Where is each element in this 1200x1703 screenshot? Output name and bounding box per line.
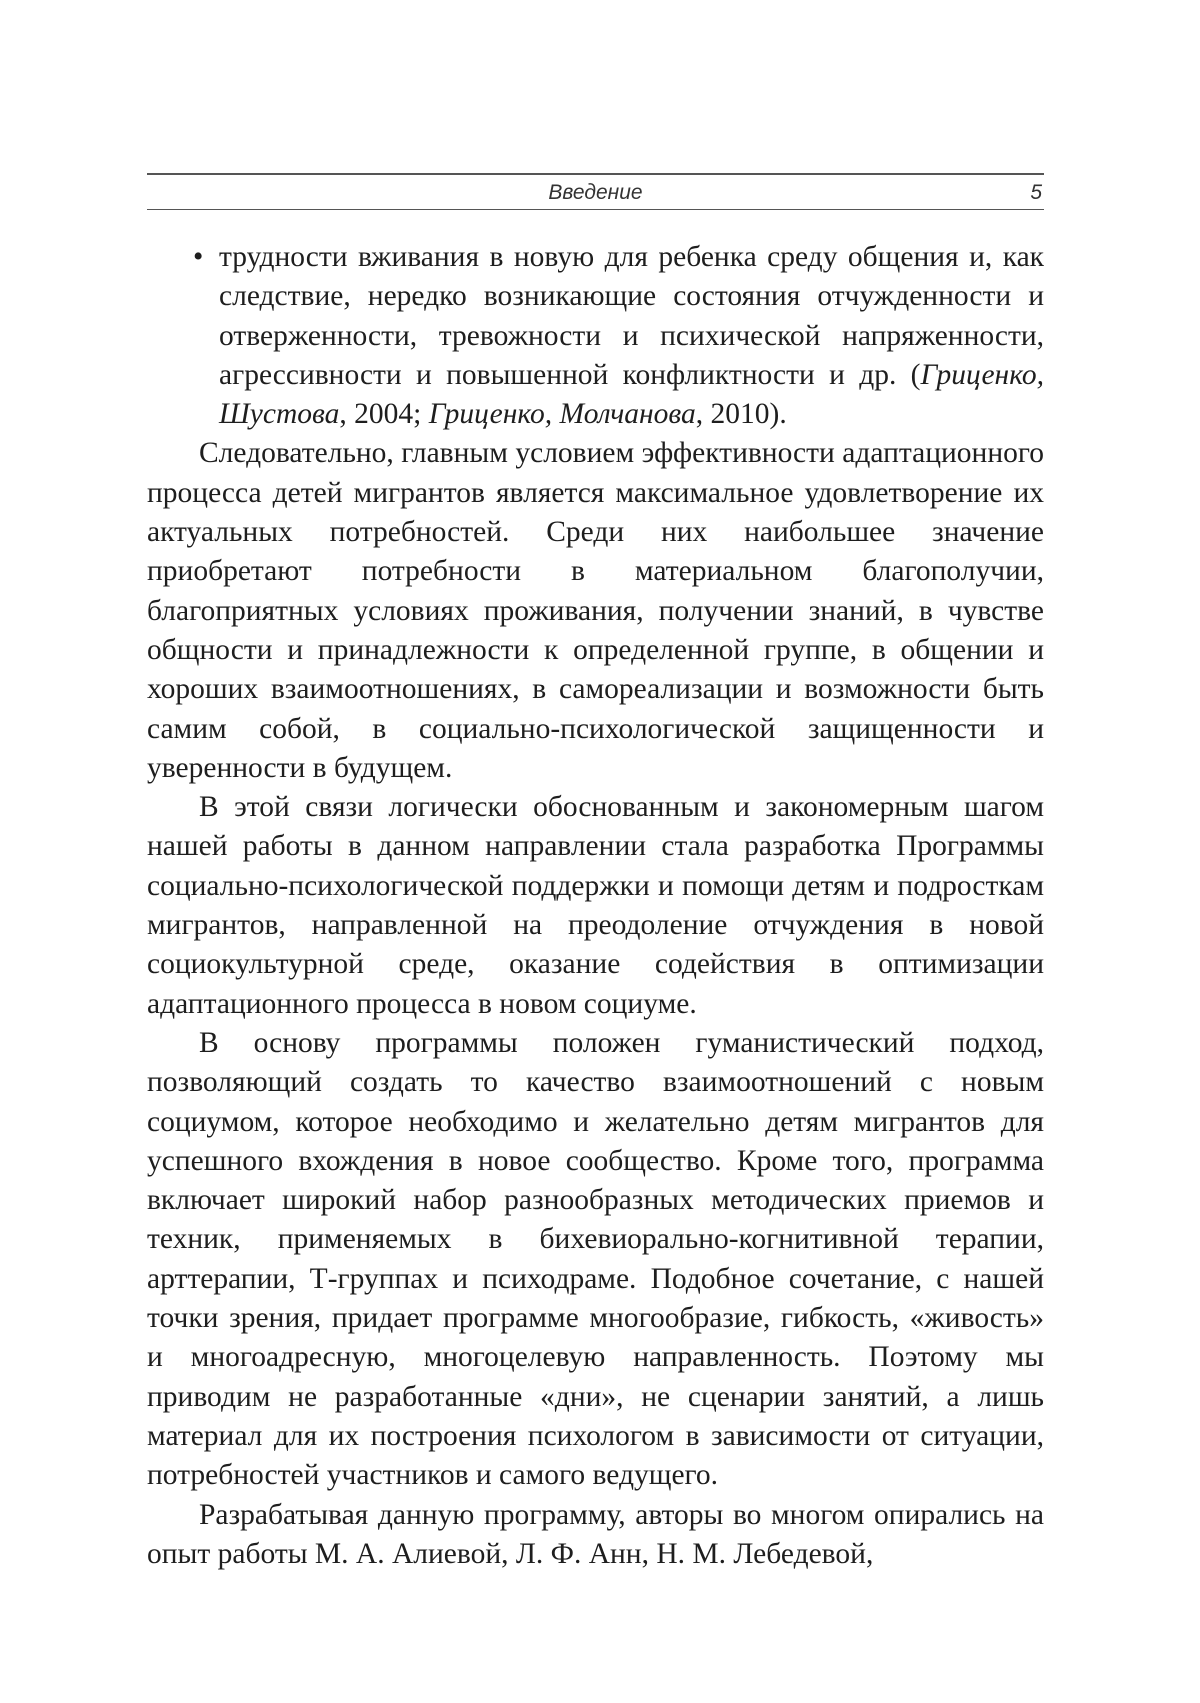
bullet-text-start: трудности вживания в новую для ребенка среду общения и, как следствие, нередко возникающие состояния отчужденности и отверженности, тревожности и психической напряженности, агрессивности и повышенной конфликтности и др. ( (219, 241, 1044, 391)
paragraph-program: В этой связи логически обоснованным и закономерным шагом нашей работы в данном направлении стала разработка Программы социально-психологической поддержки и помощи детям и подросткам мигрантов, направленной на преодоление отчуждения в новой социокультурной среде, оказание содействия в оптимизации адаптационного процесса в новом социуме. (147, 791, 1044, 1020)
bullet-text (219, 238, 1044, 434)
citation-author-2: Гриценко, Молчанова (428, 398, 696, 431)
page-number: 5 (1030, 181, 1042, 204)
bullet-text-end: , 2010). (695, 398, 787, 431)
book-page (147, 0, 1044, 1703)
running-title: Введение (548, 181, 643, 204)
paragraph-needs: Следовательно, главным условием эффективности адаптационного процесса детей мигрантов является максимальное удовлетворение их актуальных потребностей. Среди них наибольшее значение приобретают потребности в материальном благополучии, благоприятных условиях проживания, получении знаний, в чувстве общности и принадлежности к определенной группе, в общении и хороших взаимоотношениях, в самореализации и возможности быть самим собой, в социально-психологической защищенности и уверенности в будущем. (147, 437, 1044, 784)
paragraph-approach: В основу программы положен гуманистический подход, позволяющий создать то качество взаимоотношений с новым социумом, которое необходимо и желательно детям мигрантов для успешного вхождения в новое сообщество. Кроме того, программа включает широкий набор разнообразных методических приемов и техник, применяемых в бихевиорально-когнитивной терапии, арттерапии, Т-группах и психодраме. Подобное сочетание, с нашей точки зрения, придает программе многообразие, гибкость, «живость» и многоадресную, многоцелевую направленность. Поэтому мы приводим не разработанные «дни», не сценарии занятий, а лишь материал для их построения психологом в зависимости от ситуации, потребностей участников и самого ведущего. (147, 1026, 1044, 1492)
running-header (147, 173, 1044, 210)
citation-author-1: Гриценко, Шустова (219, 358, 1044, 431)
citation-separator: , 2004; (339, 398, 429, 431)
bullet-list-item (193, 238, 1044, 434)
bullet-marker: • (193, 241, 204, 273)
paragraph-sources: Разрабатывая данную программу, авторы во многом опирались на опыт работы М. А. Алиевой, Л. Ф. Анн, Н. М. Лебедевой, (147, 1498, 1044, 1570)
body-text (147, 238, 1044, 1574)
